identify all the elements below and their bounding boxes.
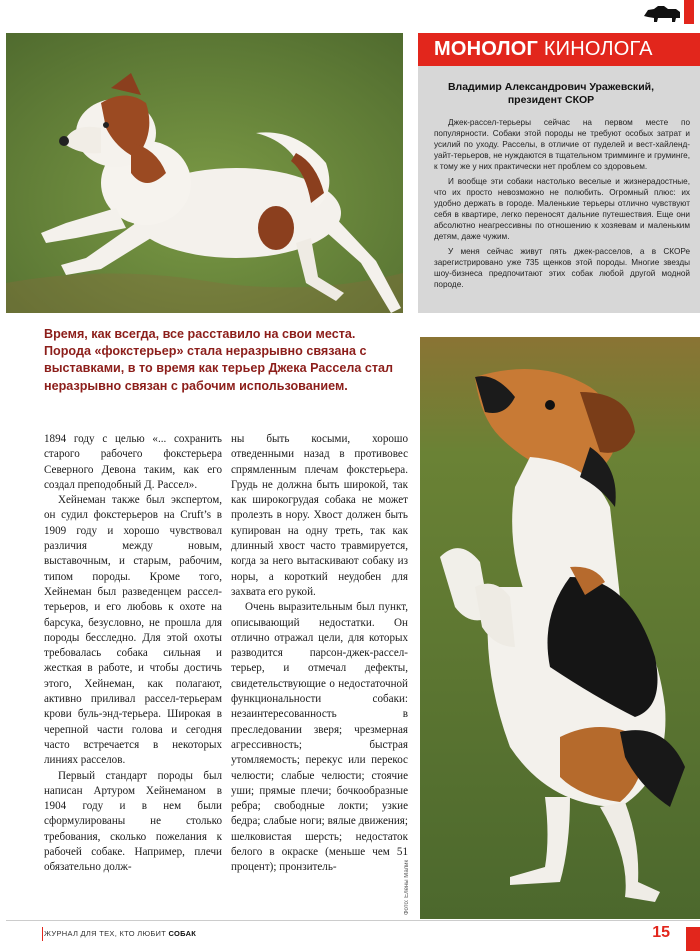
author-role: президент СКОР — [507, 94, 595, 106]
footer-prefix: ЖУРНАЛ ДЛЯ ТЕХ, КТО ЛЮБИТ — [44, 929, 167, 938]
body-paragraph: ны быть косыми, хорошо отведенными назад в противовес спрямленным плечам фокстерьера. Грудь не должна быть широкой, так как широкогрудая собака не может пролезть в нору. Хвост должен быть купирован на одну треть, так как длинный хвост часто травмируется, когда за него вытаскивают собаку из норы, а короткий неудобен для захвата его рукой. — [231, 433, 408, 598]
sitting-up-dog-illustration — [420, 337, 700, 919]
top-strip — [0, 0, 700, 28]
footer-magazine-tagline — [44, 929, 196, 938]
photo-credit: Фото: Елены Малик — [404, 859, 410, 915]
body-paragraph: Очень выразительным был пункт, описывающий недостатки. Он отлично отражал цели, для которых разводится парсон-джек-рассел-терьер, и отмечал дефекты, свидетельствующие о недостаточной функциональности собаки: незаинтересованность в преследовании зверя; чрезмерная агрессивность; быстрая утомляемость; перекус или перекос челюсти; слабые челюсти; стоячие уши; прямые плечи; бочкообразные ребра; свободные локти; узкие бедра; слабые ноги; вялые движения; шелковистая шерсть; недостаток белого в окраске (меньше чем 51 процент); пронзитель- — [231, 601, 408, 874]
running-dog-photo — [6, 33, 403, 313]
dog-silhouette-logo-icon — [640, 0, 694, 24]
lead-paragraph: Время, как всегда, все расставило на свои места. Порода «фокстерьер» стала неразрывно связана с выставками, в то время как терьер Джека Рассела стал неразрывно связан с рабочим использованием. — [44, 327, 394, 393]
footer-bold: СОБАК — [168, 929, 197, 938]
sidebar-author — [436, 81, 666, 107]
body-paragraph: Хейнеман также был экспертом, он судил фокстерьеров на Cruft’s в 1909 году и хорошо чувствовал различия между новым, выставочным, и старым, рабочим, типом породы. Кроме того, Хейнеман был разведенцем рассел-терьеров, и его любовь к охоте на барсука, безусловно, не прошла для породы бесследно. Для этой охоты требовалась собака сильная и жесткая в работе, и чтобы достичь этого, Хейнеман, как полагают, активно приливал рассел-терьерам крови буль-энд-терьера. Широкая в черепной части головa и сегодня часто встречается в некоторых линиях расселов. — [44, 494, 222, 767]
sidebar-title — [418, 33, 700, 66]
expert-monologue-sidebar — [418, 33, 700, 313]
page-edge-tab — [686, 927, 700, 951]
sidebar-paragraph: У меня сейчас живут пять джек-расселов, а в СКОРе зарегистрировано уже 735 щенков этой породы. Многие звезды шоу-бизнеса предпочитают этих собак любой другой модной породе. — [434, 247, 690, 289]
sitting-up-dog-photo — [420, 337, 700, 919]
body-paragraph: 1894 году с целью «... сохранить старого рабочего фокстерьера Северного Девона таким, как его создал преподобный Д. Рассел». — [44, 433, 222, 491]
running-dog-illustration — [6, 33, 403, 313]
sidebar-paragraph: Джек-рассел-терьеры сейчас на первом месте по популярности. Собаки этой породы не требуют особых затрат и усилий по уходу. Расселы, в отличие от пуделей и вест-хайленд-уайт-терьеров, не нуждаются в тщательном тримминге и груминге, к тому же у них практически нет проблем со здоровьем. — [434, 118, 690, 171]
footer-divider — [6, 920, 700, 921]
sidebar-title-bold: МОНОЛОГ — [434, 38, 539, 60]
page-number: 15 — [652, 924, 670, 941]
article-column-1 — [44, 432, 222, 876]
footer-accent-bar — [42, 927, 43, 941]
sidebar-body — [434, 117, 690, 294]
article-column-2 — [231, 432, 408, 876]
author-name: Владимир Александрович Уражевский, — [447, 81, 655, 93]
sidebar-paragraph: И вообще эти собаки настолько веселые и жизнерадостные, что их просто невозможно не полюбить. Огромный плюс: их удобно держать в городе. Маленькие терьеры отлично чувствуют себя в квартире, легко переносят дальние путешествия. Еще они абсолютно неагрессивны по отношению к хозяевам и маленьким детям, даже чужим. — [434, 177, 690, 241]
body-paragraph: Первый стандарт породы был написан Артуром Хейнеманом в 1904 году и в нем были сформулированы не столько требования, сколько пожелания к рабочей собаке. Например, плечи обязательно долж- — [44, 769, 222, 874]
sidebar-title-light: КИНОЛОГА — [543, 38, 653, 60]
